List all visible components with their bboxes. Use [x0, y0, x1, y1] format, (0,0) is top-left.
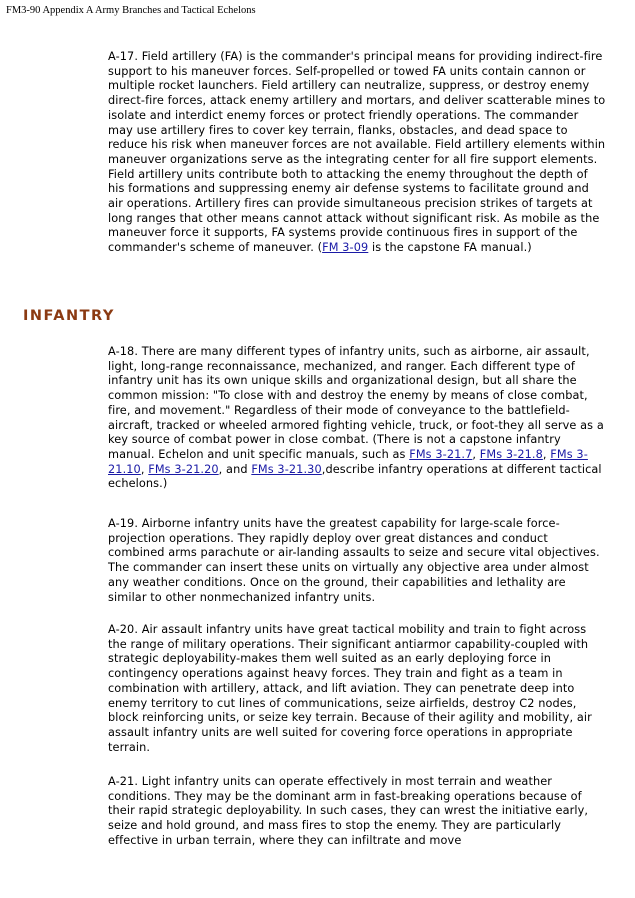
link-fms-3-21-20[interactable]: FMs 3-21.20: [148, 462, 219, 476]
separator: , and: [218, 462, 252, 476]
section-heading-infantry: INFANTRY: [23, 308, 115, 324]
paragraph-a17-tail: is the capstone FA manual.): [368, 241, 532, 255]
paragraph-a20: A-20. Air assault infantry units have great tactical mobility and train to fight across the range of military operations. Their significant antiarmor capability-coupled with strategic deployability-makes them well suited as an early deploying force in contingency operations against heavy forces. They train and fight as a team in combination with artillery, attack, and lift aviation. They can penetrate deep into enemy territory to cut lines of communications, seize airfields, destroy C2 nodes, block reinforcing units, or seize key terrain. Because of their agility and mobility, air assault infantry units are well suited for covering force operations in appropriate terrain.: [108, 623, 592, 754]
link-fm-3-09[interactable]: FM 3-09: [322, 241, 369, 255]
paragraph-a19: A-19. Airborne infantry units have the greatest capability for large-scale force-projection operations. They rapidly deploy over great distances and conduct combined arms parachute or air-landing assaults to seize and secure vital objectives. The commander can insert these units on virtually any objective area under almost any weather conditions. Once on the ground, their capabilities and lethality are similar to other nonmechanized infantry units.: [108, 517, 600, 604]
paragraph-a21: A-21. Light infantry units can operate effectively in most terrain and weather conditions. They may be the dominant arm in fast-breaking operations because of their rapid strategic deployability. In such cases, they can wrest the initiative early, seize and hold ground, and mass fires to stop the enemy. They are particularly effective in urban terrain, where they can infiltrate and move: [108, 775, 589, 847]
paragraph-a17: [108, 50, 606, 256]
link-fms-3-21-30[interactable]: FMs 3-21.30: [251, 462, 322, 476]
separator: ,: [140, 462, 149, 476]
link-fms-3-21-10[interactable]: FMs 3-21.10: [108, 447, 588, 476]
paragraph-a18-text: A-18. There are many different types of infantry units, such as airborne, air assault, light, long-range reconnaissance, mechanized, and ranger. Each different type of infantry unit has its own unique skills and organizational design, but all share the common mission: "To close with and destroy the enemy by means of close combat, fire, and movement." Regardless of their mode of conveyance to the battlefield-aircraft, tracked or wheeled armored fighting vehicle, truck, or foot-they all serve as a key source of combat power in close combat. (There is not a capstone infantry manual. Echelon and unit specific manuals, such as: [108, 345, 604, 461]
link-fms-3-21-7[interactable]: FMs 3-21.7: [409, 447, 473, 461]
running-head: FM3-90 Appendix A Army Branches and Tactical Echelons: [6, 5, 256, 16]
link-fms-3-21-8[interactable]: FMs 3-21.8: [479, 447, 543, 461]
paragraph-a18: [108, 345, 606, 492]
separator: ,: [542, 447, 551, 461]
paragraph-a18-tail: ,describe infantry operations at different tactical echelons.): [108, 462, 602, 491]
separator: ,: [472, 447, 480, 461]
paragraph-a17-text: A-17. Field artillery (FA) is the commander's principal means for providing indirect-fire support to his maneuver forces. Self-propelled or towed FA units contain cannon or multiple rocket launchers. Field artillery can neutralize, suppress, or destroy enemy direct-fire forces, attack enemy artillery and mortars, and deliver scatterable mines to isolate and interdict enemy forces or protect friendly operations. The commander may use artillery fires to cover key terrain, flanks, obstacles, and dead space to reduce his risk when maneuver forces are not available. Field artillery elements within maneuver organizations serve as the integrating center for all fire support elements. Field artillery units contribute both to attacking the enemy throughout the depth of his formations and suppressing enemy air defense systems to facilitate ground and air operations. Artillery fires can provide simultaneous precision strikes of targets at long ranges that other means cannot attack without significant risk. As mobile as the maneuver force it supports, FA systems provide continuous fires in support of the commander's scheme of maneuver. (: [108, 50, 606, 255]
